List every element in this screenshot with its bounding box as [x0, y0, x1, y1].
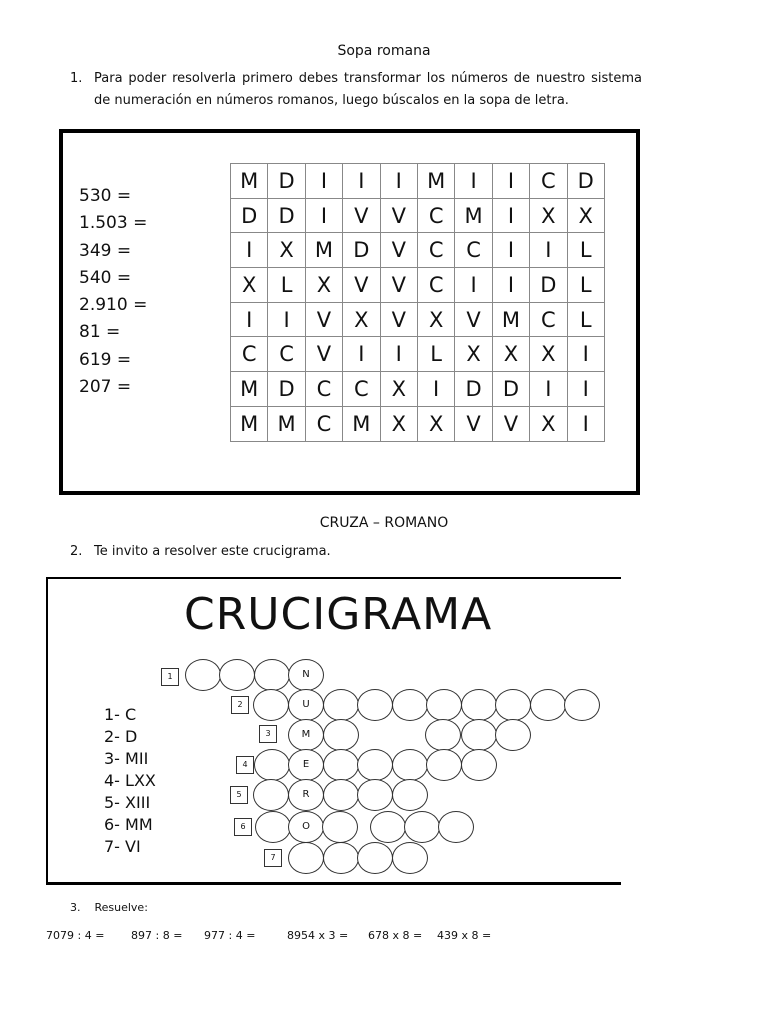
grid-cell: X — [455, 337, 492, 372]
crossword-circle[interactable] — [461, 749, 497, 781]
grid-cell: X — [380, 406, 417, 441]
grid-cell: L — [567, 268, 604, 303]
grid-cell: V — [380, 268, 417, 303]
clue: 7- VI — [104, 837, 141, 856]
grid-cell: V — [305, 337, 342, 372]
clue: 3- MII — [104, 749, 149, 768]
crossword-circle[interactable] — [357, 749, 393, 781]
grid-cell: I — [417, 372, 454, 407]
crossword-word-circle[interactable] — [288, 842, 324, 874]
operation: 7079 : 4 = — [46, 929, 105, 942]
crossword-circle[interactable] — [426, 689, 462, 721]
grid-cell: M — [231, 406, 268, 441]
grid-row — [231, 268, 605, 303]
grid-cell: D — [268, 372, 305, 407]
equation: 2.910 = — [79, 295, 148, 316]
grid-cell: D — [268, 164, 305, 199]
grid-cell: V — [380, 198, 417, 233]
crossword-circle[interactable] — [253, 779, 289, 811]
grid-cell: X — [417, 302, 454, 337]
grid-cell: C — [231, 337, 268, 372]
grid-cell: X — [343, 302, 380, 337]
grid-cell: L — [567, 233, 604, 268]
grid-cell: D — [268, 198, 305, 233]
equation: 81 = — [79, 322, 121, 343]
instruction-number: 1. — [70, 71, 83, 86]
equation: 1.503 = — [79, 213, 148, 234]
grid-cell: M — [305, 233, 342, 268]
crossword-number-box: 1 — [161, 668, 179, 686]
grid-cell: X — [417, 406, 454, 441]
crossword-number-box: 7 — [264, 849, 282, 867]
grid-cell: I — [567, 337, 604, 372]
grid-cell: C — [305, 406, 342, 441]
crossword-word-circle[interactable]: R — [288, 779, 324, 811]
grid-cell: D — [567, 164, 604, 199]
crossword-word-circle[interactable]: M — [288, 719, 324, 751]
crossword-circle[interactable] — [357, 689, 393, 721]
operation: 678 x 8 = — [368, 929, 423, 942]
grid-cell: D — [530, 268, 567, 303]
grid-cell: I — [492, 198, 529, 233]
clue: 6- MM — [104, 815, 153, 834]
crossword-circle[interactable] — [253, 689, 289, 721]
grid-cell: I — [305, 164, 342, 199]
equation: 349 = — [79, 240, 132, 261]
crossword-circle[interactable] — [323, 779, 359, 811]
clue-list — [104, 704, 156, 858]
grid-cell: D — [455, 372, 492, 407]
crossword-circle[interactable] — [392, 779, 428, 811]
letter-grid — [230, 163, 605, 442]
grid-cell: X — [231, 268, 268, 303]
crossword-circle[interactable] — [255, 811, 291, 843]
crossword-circle[interactable] — [461, 689, 497, 721]
grid-cell: M — [492, 302, 529, 337]
grid-cell: I — [380, 164, 417, 199]
grid-cell: X — [492, 337, 529, 372]
grid-cell: M — [231, 372, 268, 407]
grid-cell: M — [231, 164, 268, 199]
grid-cell: M — [343, 406, 380, 441]
grid-cell: D — [343, 233, 380, 268]
crossword-circle[interactable] — [323, 749, 359, 781]
crossword-number-box: 2 — [231, 696, 249, 714]
grid-cell: V — [492, 406, 529, 441]
grid-cell: D — [492, 372, 529, 407]
grid-cell: L — [567, 302, 604, 337]
grid-cell: I — [343, 337, 380, 372]
grid-cell: I — [567, 372, 604, 407]
equation: 530 = — [79, 186, 132, 206]
grid-cell: C — [305, 372, 342, 407]
crossword-word-circle[interactable]: N — [288, 659, 324, 691]
grid-cell: I — [380, 337, 417, 372]
grid-cell: C — [530, 302, 567, 337]
crossword-circle[interactable] — [426, 749, 462, 781]
grid-cell: V — [380, 302, 417, 337]
grid-cell: V — [380, 233, 417, 268]
grid-cell: L — [417, 337, 454, 372]
equation: 540 = — [79, 267, 132, 288]
grid-row — [231, 337, 605, 372]
crossword-word-circle[interactable]: O — [288, 811, 324, 843]
grid-cell: V — [455, 302, 492, 337]
instruction-number: 2. — [70, 544, 83, 559]
grid-row — [231, 164, 605, 199]
grid-cell: X — [305, 268, 342, 303]
crossword-circle[interactable] — [438, 811, 474, 843]
section-subtitle: CRUZA – ROMANO — [319, 515, 449, 531]
crossword-circle[interactable] — [323, 842, 359, 874]
grid-cell: I — [455, 268, 492, 303]
crossword-circle[interactable] — [219, 659, 255, 691]
crossword-circle[interactable] — [392, 842, 428, 874]
grid-cell: I — [231, 302, 268, 337]
crossword-word-circle[interactable]: U — [288, 689, 324, 721]
crossword-circle[interactable] — [370, 811, 406, 843]
word-search-box — [59, 129, 640, 495]
crossword-box — [46, 577, 621, 885]
grid-cell: X — [530, 198, 567, 233]
operation: 8954 x 3 = — [287, 929, 349, 942]
crossword-circle[interactable] — [357, 779, 393, 811]
crossword-circle[interactable] — [254, 659, 290, 691]
grid-cell: V — [305, 302, 342, 337]
instruction-1 — [70, 68, 642, 112]
operation: 977 : 4 = — [204, 929, 256, 942]
crossword-circle[interactable] — [392, 689, 428, 721]
crossword-word-circle[interactable]: E — [288, 749, 324, 781]
clue: 5- XIII — [104, 793, 151, 812]
instruction-text: Te invito a resolver este crucigrama. — [94, 544, 331, 559]
equation-list — [79, 183, 147, 401]
crossword-circle[interactable] — [425, 719, 461, 751]
grid-cell: I — [455, 164, 492, 199]
clue: 2- D — [104, 727, 138, 746]
grid-row — [231, 302, 605, 337]
crossword-circle[interactable] — [461, 719, 497, 751]
page-title: Sopa romana — [337, 43, 431, 59]
grid-cell: I — [492, 233, 529, 268]
grid-cell: I — [343, 164, 380, 199]
grid-cell: I — [305, 198, 342, 233]
clue: 4- LXX — [104, 771, 156, 790]
equation: 207 = — [79, 377, 132, 398]
crossword-circle[interactable] — [322, 811, 358, 843]
grid-cell: M — [268, 406, 305, 441]
operation: 439 x 8 = — [437, 929, 492, 942]
grid-cell: X — [268, 233, 305, 268]
crossword-circle[interactable] — [392, 749, 428, 781]
grid-cell: C — [417, 198, 454, 233]
crossword-circle[interactable] — [254, 749, 290, 781]
grid-cell: V — [343, 198, 380, 233]
grid-cell: I — [530, 372, 567, 407]
equation: 619 = — [79, 349, 132, 370]
crossword-circle[interactable] — [323, 689, 359, 721]
crossword-number-box: 6 — [234, 818, 252, 836]
grid-cell: I — [492, 164, 529, 199]
clue: 1- C — [104, 705, 137, 724]
grid-cell: D — [231, 198, 268, 233]
grid-row — [231, 198, 605, 233]
grid-cell: V — [455, 406, 492, 441]
instruction-2 — [70, 541, 470, 563]
grid-cell: X — [530, 406, 567, 441]
grid-cell: X — [380, 372, 417, 407]
crossword-circle[interactable] — [185, 659, 221, 691]
grid-cell: M — [455, 198, 492, 233]
grid-cell: M — [417, 164, 454, 199]
grid-cell: C — [268, 337, 305, 372]
crossword-circle[interactable] — [530, 689, 566, 721]
grid-cell: C — [455, 233, 492, 268]
grid-row — [231, 372, 605, 407]
operation: 897 : 8 = — [131, 929, 183, 942]
crossword-circle[interactable] — [564, 689, 600, 721]
section-3-label: 3. Resuelve: — [70, 901, 148, 914]
crossword-number-box: 5 — [230, 786, 248, 804]
grid-cell: I — [492, 268, 529, 303]
grid-cell: I — [231, 233, 268, 268]
grid-cell: X — [530, 337, 567, 372]
crossword-circle[interactable] — [404, 811, 440, 843]
grid-cell: C — [530, 164, 567, 199]
grid-row — [231, 233, 605, 268]
grid-cell: I — [530, 233, 567, 268]
grid-cell: X — [567, 198, 604, 233]
crossword-circle[interactable] — [323, 719, 359, 751]
grid-cell: I — [567, 406, 604, 441]
grid-cell: V — [343, 268, 380, 303]
grid-cell: C — [343, 372, 380, 407]
grid-cell: L — [268, 268, 305, 303]
crossword-circle[interactable] — [357, 842, 393, 874]
grid-row — [231, 406, 605, 441]
crossword-circle[interactable] — [495, 689, 531, 721]
crossword-circle[interactable] — [495, 719, 531, 751]
instruction-text: Para poder resolverla primero debes transformar los números de nuestro sistema de numeración en números romanos, luego búscalos en la sopa de letra. — [94, 71, 642, 108]
grid-cell: C — [417, 233, 454, 268]
crossword-number-box: 3 — [259, 725, 277, 743]
grid-cell: C — [417, 268, 454, 303]
grid-cell: I — [268, 302, 305, 337]
crossword-title: CRUCIGRAMA — [184, 589, 493, 640]
crossword-number-box: 4 — [236, 756, 254, 774]
